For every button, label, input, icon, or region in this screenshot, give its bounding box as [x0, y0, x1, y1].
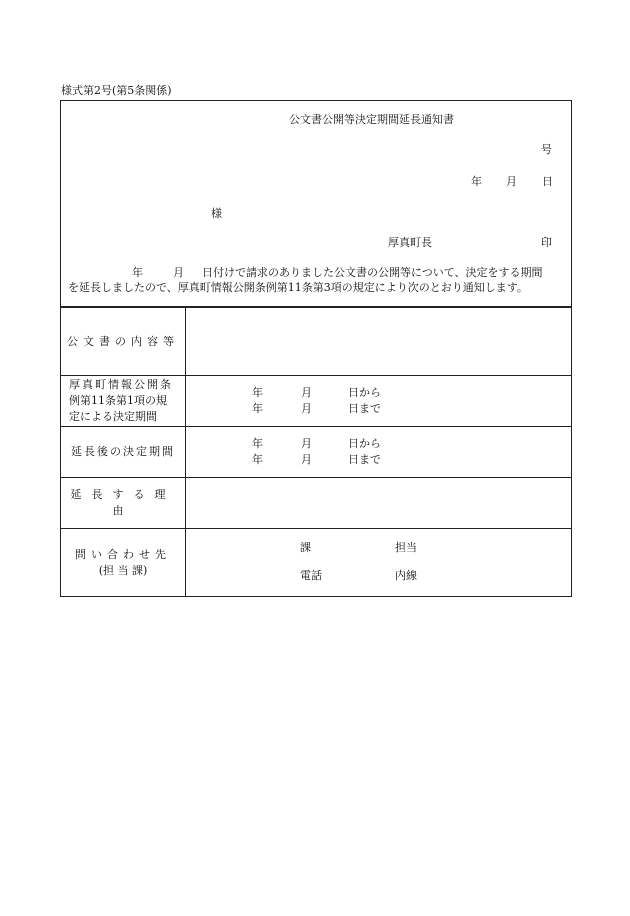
contact-label: 問い合わせ先 (担 当 課) — [61, 529, 186, 597]
seal-mark: 印 — [541, 236, 552, 249]
contact-value — [186, 529, 572, 597]
table-row-ordinance-period — [61, 376, 572, 427]
contact-section-line — [186, 540, 571, 558]
extended-period-value — [186, 427, 572, 478]
ordinance-period-label: 厚真町情報公開条 例第11条第1項の規 定による決定期間 — [61, 376, 186, 427]
table-row-contact — [61, 529, 572, 597]
table-row-content — [61, 308, 572, 376]
form-number-label: 様式第2号(第5条関係) — [61, 84, 172, 97]
body-line2: を延長しましたので、厚真町情報公開条例第11条第3項の規定により次のとおり通知します。 — [68, 281, 528, 294]
issue-date-year: 年 — [471, 175, 482, 188]
sender-name: 厚真町長 — [388, 236, 432, 249]
addressee-suffix: 様 — [211, 207, 222, 220]
reason-label: 延長する理由 — [61, 478, 186, 529]
contact-section: 課 — [300, 540, 311, 554]
extended-period-from: 年 月 日から — [252, 437, 381, 450]
issue-date-day: 日 — [542, 175, 553, 188]
document-title: 公文書公開等決定期間延長通知書 — [289, 113, 454, 126]
contact-phone-line — [186, 568, 571, 586]
body-month: 月 — [173, 266, 184, 279]
ordinance-period-to: 年 月 日まで — [252, 402, 381, 415]
table-row-extended-period — [61, 427, 572, 478]
notice-body — [68, 265, 568, 295]
contact-phone: 電話 — [300, 568, 322, 582]
extended-period-to: 年 月 日まで — [252, 453, 381, 466]
ordinance-period-from: 年 月 日から — [252, 386, 381, 399]
notice-header-box — [60, 100, 572, 307]
ordinance-period-value — [186, 376, 572, 427]
document-number-suffix: 号 — [541, 143, 552, 156]
contact-extension: 内線 — [395, 568, 417, 582]
body-year: 年 — [132, 266, 143, 279]
issue-date — [471, 175, 553, 189]
table-row-reason — [61, 478, 572, 529]
details-table — [60, 307, 572, 597]
content-value — [186, 308, 572, 376]
body-line1: 日付けで請求のありました公文書の公開等について、決定をする期間 — [202, 266, 543, 279]
issue-date-month: 月 — [506, 175, 517, 188]
extended-period-label: 延長後の決定期間 — [61, 427, 186, 478]
contact-person: 担当 — [395, 540, 417, 554]
reason-value — [186, 478, 572, 529]
content-label: 公文書の内容等 — [61, 308, 186, 376]
